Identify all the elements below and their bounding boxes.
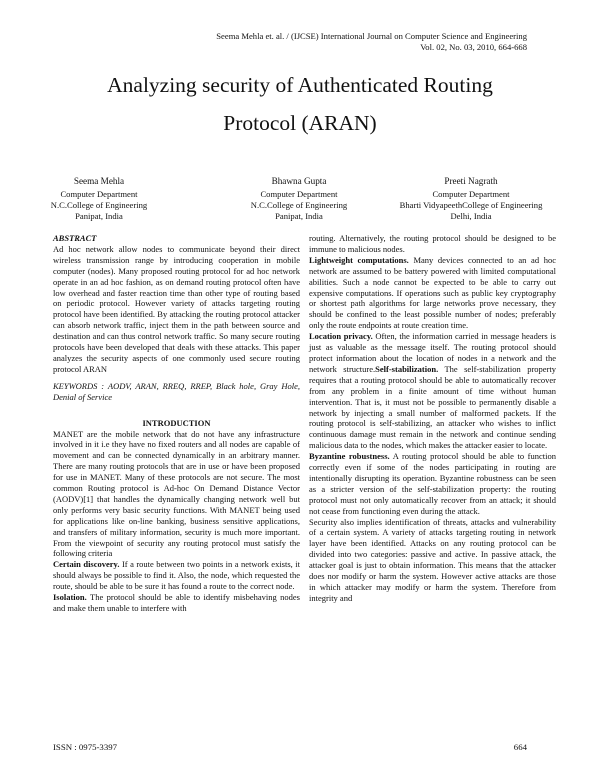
criterion-text: Often, the information carried in message headers is just as valuable as the message itself. The routing protocol should protect information about the location of nodes in a network and the network structure.	[309, 331, 556, 374]
author-dept: Computer Department	[432, 189, 510, 199]
author-dept: Computer Department	[60, 189, 138, 199]
author-block-3	[378, 176, 564, 222]
left-column	[53, 233, 300, 614]
author-college: N.C.College of Engineering	[250, 200, 348, 210]
author-place: Panipat, India	[275, 211, 323, 221]
security-paragraph: Security also implies identification of threats, attacks and vulnerability of a certain system. A variety of attacks targeting routing in network layer have been identified. Attacks on any routing protocol can be divided into two categories: passive and active. In passive attack, the attacker goal is just to obtain information. This means that the attacker does nor modify or harm the system. However active attacks are those in which attacker may modify or harm the system. Therefore from integrity and	[309, 516, 556, 603]
criterion-label: Lightweight computations.	[309, 254, 409, 265]
criterion-byzantine	[309, 451, 556, 516]
author-block-2	[235, 176, 363, 222]
criterion-label: Isolation.	[53, 592, 87, 603]
right-column	[309, 233, 556, 604]
abstract-heading: ABSTRACT	[53, 233, 97, 243]
section-heading-introduction: INTRODUCTION	[142, 417, 211, 428]
author-college: Bharti VidyapeethCollege of Engineering	[399, 200, 543, 210]
isolation-continued: routing. Alternatively, the routing protocol should be designed to be immune to malicious nodes.	[309, 233, 556, 254]
footer-page-number: 664	[513, 742, 527, 752]
author-name: Bhawna Gupta	[271, 176, 327, 186]
criterion-text: The protocol should be able to identify misbehaving nodes and make them unable to interfere with	[53, 592, 300, 613]
criterion-text: A routing protocol should be able to function correctly even if some of the nodes participating in routing are intentionally disrupting its operation. Byzantine robustness can be seen as a stricter version of the self-stabilization property: the routing protocol must not only automatically recover from an attack; it should not cease from functioning even during the attack.	[309, 451, 556, 516]
author-dept: Computer Department	[260, 189, 338, 199]
criterion-text: If a route between two points in a network exists, it should always be possible to find it. Also, the node, which requested the route, should be able to be sure it has found a route to the correct node.	[53, 559, 300, 592]
criterion-label: Byzantine robustness.	[309, 451, 390, 462]
criterion-lightweight	[309, 255, 556, 331]
keywords: KEYWORDS : AODV, ARAN, RREQ, RREP, Black hole, Gray Hole, Denial of Service	[53, 380, 300, 402]
author-name: Preeti Nagrath	[444, 176, 498, 186]
header-volume: Vol. 02, No. 03, 2010, 664-668	[420, 42, 527, 53]
criterion-text: The self-stabilization property requires that a routing protocol should be able to automatically recover from any problem in a finite amount of time without human intervention. That is, it must not be possible to permanently disable a network by injecting a small number of malformed packets. If the routing protocol is self-stabilizing, an attacker who wishes to inflict continuous damage must remain in the network and continue sending malicious data to the nodes, which makes the attacker easier to locate.	[309, 363, 556, 451]
header-journal: Seema Mehla et. al. / (IJCSE) International Journal on Computer Science and Engineering	[216, 31, 527, 41]
criterion-location-privacy	[309, 331, 556, 451]
criterion-isolation	[53, 592, 300, 614]
criterion-label: Certain discovery.	[53, 559, 120, 570]
criterion-text: Many devices connected to an ad hoc network are assumed to be battery powered with limited computational abilities. Such a node cannot be expected to be able to carry out expensive computations. If operations such as public key cryptography or shortest path algorithms for large networks prove necessary, they should be confined to the least possible number of nodes; preferably only the route endpoints at route creation time.	[309, 254, 556, 331]
abstract-text: Ad hoc network allow nodes to communicate beyond their direct wireless transmission range by introducing cooperation in mobile computer (nodes). Many proposed routing protocol for ad hoc network operate in an ad hoc fashion, as on demand routing protocol often have low overhead and faster reaction time than other type of routing based on periodic protocol. However variety of attacks targeting routing protocol have been identified. By attacking the routing protocol attacker can absorb network traffic, inject them in the path between source and destination and can thus control network traffic. So many secure routing protocols have been developed that deals with these attacks. This paper analyzes the security aspects of one commonly used secure routing protocol ARAN	[53, 243, 300, 374]
criterion-label: Self-stabilization.	[375, 363, 439, 374]
intro-paragraph: MANET are the mobile network that do not have any infrastructure involved in it i.e they have no fixed routers and all nodes are capable of movement and can be connected dynamically in an arbitrary manner. There are many routing protocols that are in use or have been proposed for use in MANET. Many of these protocols are not secure. The most common Routing protocol is Ad-hoc On Demand Distance Vector (AODV)[1] that handles the dynamically changing network well but only performs very basic security functions. With MANET being used for applications like on-line banking, business sensitive applications, and transfers of military information, security is much more important. From the viewpoint of security any routing protocol must satisfy the following criteria	[53, 428, 300, 559]
author-college: N.C.College of Engineering	[50, 200, 148, 210]
paper-title	[60, 66, 540, 142]
title-line-1: Analyzing security of Authenticated Routing	[107, 73, 493, 97]
criterion-label: Location privacy.	[309, 331, 373, 342]
title-line-2: Protocol (ARAN)	[223, 111, 377, 135]
author-block-1	[38, 176, 160, 222]
footer-issn: ISSN : 0975-3397	[53, 742, 118, 752]
author-place: Delhi, India	[450, 211, 492, 221]
criterion-certain-discovery	[53, 559, 300, 592]
author-place: Panipat, India	[75, 211, 123, 221]
running-header	[216, 31, 527, 53]
author-name: Seema Mehla	[73, 176, 125, 186]
